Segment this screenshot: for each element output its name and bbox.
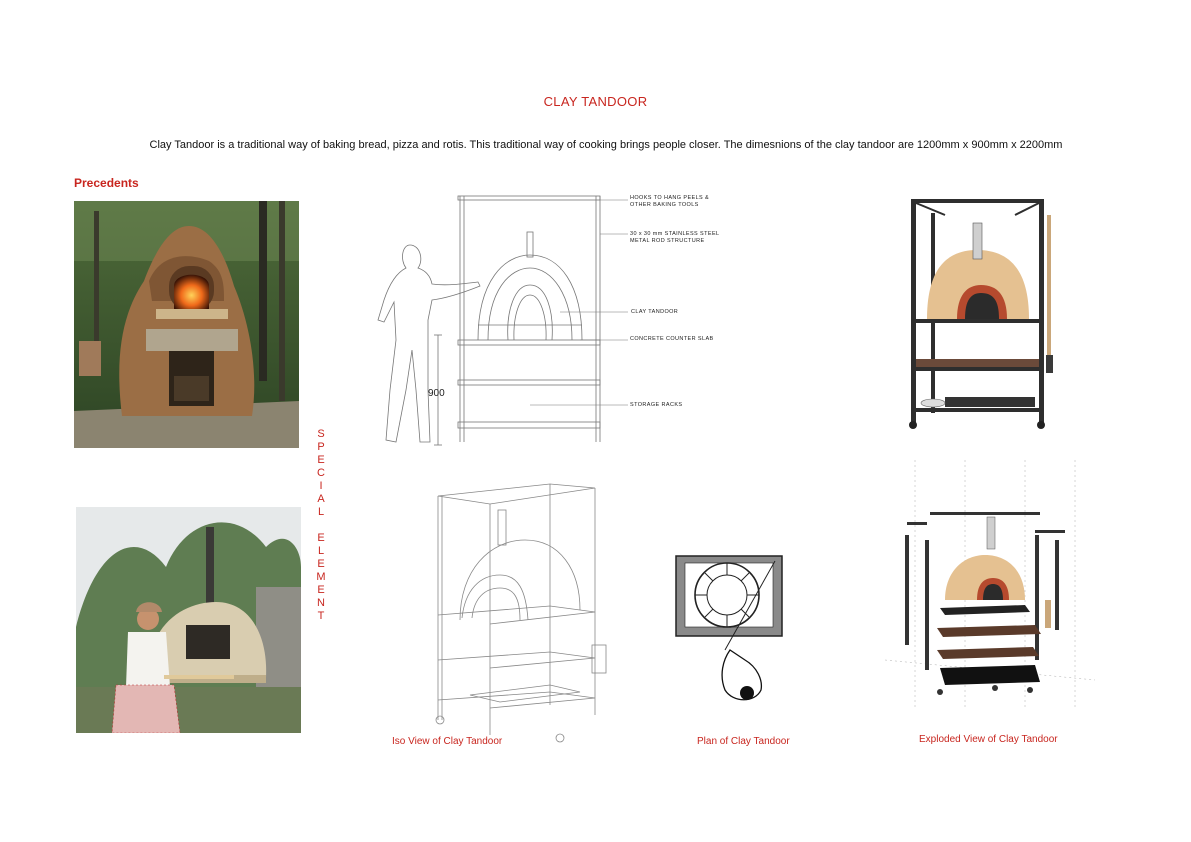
precedent-photo-1 <box>74 201 299 448</box>
vertical-letter: N <box>317 597 325 609</box>
exploded-view-drawing <box>885 460 1095 720</box>
vertical-letter: E <box>317 454 325 466</box>
dimension-label: 900 <box>428 388 445 399</box>
vertical-letter: A <box>317 493 325 505</box>
precedent-photo-2 <box>76 507 301 733</box>
annotation-line: OTHER BAKING TOOLS <box>630 202 699 208</box>
page-title: CLAY TANDOOR <box>543 94 648 109</box>
annotation-counter: CONCRETE COUNTER SLAB <box>630 336 714 342</box>
plan-view-drawing <box>675 555 785 715</box>
render-view <box>905 195 1065 433</box>
caption-iso-view: Iso View of Clay Tandoor <box>392 736 503 747</box>
vertical-letter: P <box>317 441 325 453</box>
annotation-racks: STORAGE RACKS <box>630 402 683 408</box>
caption-plan-view: Plan of Clay Tandoor <box>697 736 790 747</box>
vertical-letter: E <box>317 532 325 544</box>
annotation-hooks <box>630 195 709 209</box>
annotation-clay-tandoor: CLAY TANDOOR <box>631 309 679 315</box>
vertical-letter: E <box>317 558 325 570</box>
annotation-line: 30 x 30 mm STAINLESS STEEL <box>630 231 720 237</box>
special-element-label <box>312 428 330 623</box>
elevation-drawing <box>370 190 630 455</box>
vertical-letter: L <box>317 545 325 557</box>
caption-exploded-view: Exploded View of Clay Tandoor <box>919 734 1058 745</box>
iso-view-drawing <box>430 480 610 745</box>
precedents-heading: Precedents <box>74 176 139 190</box>
vertical-letter: C <box>317 467 325 479</box>
intro-text: Clay Tandoor is a traditional way of baking bread, pizza and rotis. This traditional way of cooking brings people closer. The dimesnions of the clay tandoor are 1200mm x 900mm x 2200mm <box>149 139 1063 151</box>
vertical-letter: E <box>317 584 325 596</box>
vertical-letter: M <box>316 571 326 583</box>
annotation-line: METAL ROD STRUCTURE <box>630 238 705 244</box>
vertical-letter <box>312 519 330 532</box>
vertical-letter: T <box>317 610 325 622</box>
vertical-letter: L <box>317 506 325 518</box>
annotation-line: HOOKS TO HANG PEELS & <box>630 195 710 201</box>
vertical-letter: I <box>319 480 323 492</box>
annotation-structure <box>630 231 719 245</box>
vertical-letter: S <box>317 428 325 440</box>
